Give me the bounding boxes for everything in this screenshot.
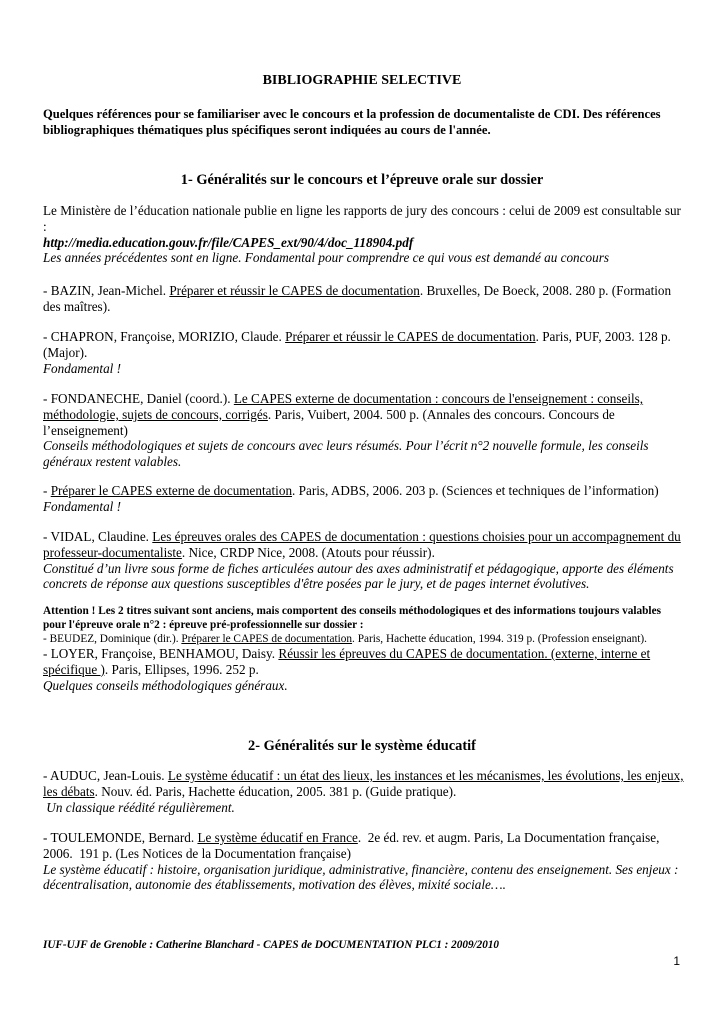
entry-auduc bbox=[43, 768, 685, 815]
entry-details: . Paris, Hachette éducation, 1994. 319 p. (Profession enseignant). bbox=[352, 633, 647, 645]
entry-fondaneche bbox=[43, 391, 685, 470]
intro-paragraph: Quelques références pour se familiariser avec le concours et la profession de documentaliste de CDI. Des références bibliographiques thématiques plus spécifiques seront indiquées au cours de l'année. bbox=[43, 107, 661, 137]
entry-title: Le CAPES externe de documentation : concours de l'enseignement : conseils, méthodologie, sujets de concours, corrigés bbox=[43, 391, 644, 422]
entry-title: Le système éducatif : un état des lieux, les instances et les mécanismes, les évolutions, les enjeux, les débats bbox=[43, 768, 684, 799]
ministere-block bbox=[43, 203, 685, 266]
entry-details: . Nice, CRDP Nice, 2008. (Atouts pour réussir). bbox=[181, 544, 435, 560]
entry-chapron bbox=[43, 329, 685, 376]
entry-details: . Paris, PUF, 2003. 128 p. (Major). bbox=[43, 329, 671, 360]
entry-note: Fondamental ! bbox=[43, 498, 122, 514]
page-number: 1 bbox=[673, 954, 680, 968]
entry-details: . 2e éd. rev. et augm. Paris, La Documentation française, 2006. 191 p. (Les Notices de la Documentation française) bbox=[43, 830, 663, 861]
entry-loyer bbox=[43, 646, 683, 678]
entry-title: Le système éducatif en France bbox=[197, 830, 358, 845]
entry-author: - VIDAL, Claudine. bbox=[43, 529, 153, 544]
entry-title: Réussir les épreuves du CAPES de documentation. (externe, interne et spécifique ) bbox=[43, 646, 651, 677]
attention-note: Quelques conseils méthodologiques généraux. bbox=[43, 677, 288, 693]
entry-adbs bbox=[43, 483, 685, 515]
entry-author: - AUDUC, Jean-Louis. bbox=[43, 768, 168, 783]
entry-vidal bbox=[43, 529, 685, 592]
entry-author: - BAZIN, Jean-Michel. bbox=[43, 283, 170, 298]
entry-note: Fondamental ! bbox=[43, 360, 122, 376]
entry-note: Le système éducatif : histoire, organisation juridique, administrative, financière, contenu des enseignement. Ses enjeux : décentralisation, autonomie des établissements, motivation des élèves, mixité sociale…. bbox=[43, 861, 679, 893]
entry-toulemonde bbox=[43, 830, 685, 893]
rapport-url-link[interactable]: http://media.education.gouv.fr/file/CAPES_ext/90/4/doc_118904.pdf bbox=[43, 234, 414, 250]
entry-bazin bbox=[43, 283, 685, 315]
entry-author: - LOYER, Françoise, BENHAMOU, Daisy. bbox=[43, 646, 279, 661]
entry-details: . Paris, ADBS, 2006. 203 p. (Sciences et techniques de l’information) bbox=[292, 483, 659, 498]
entry-title: Préparer le CAPES externe de documentation bbox=[50, 483, 293, 498]
entry-title: Préparer le CAPES de documentation bbox=[181, 633, 353, 645]
attention-block bbox=[43, 604, 683, 693]
entry-author: - FONDANECHE, Daniel (coord.). bbox=[43, 391, 234, 406]
ministere-note: Les années précédentes sont en ligne. Fondamental pour comprendre ce qui vous est demandé au concours bbox=[43, 250, 609, 266]
entry-details: . Bruxelles, De Boeck, 2008. 280 p. (Formation des maîtres). bbox=[43, 283, 672, 314]
entry-note: Conseils méthodologiques et sujets de concours avec leurs résumés. Pour l’écrit n°2 nouvelle formule, les conseils généraux restent valables. bbox=[43, 438, 649, 470]
entry-author: - CHAPRON, Françoise, MORIZIO, Claude. bbox=[43, 329, 286, 344]
entry-title: Les épreuves orales des CAPES de documentation : questions choisies pour un accompagnement du professeur-documentaliste bbox=[43, 529, 681, 560]
entry-note: Un classique réédité régulièrement. bbox=[43, 799, 235, 815]
entry-title: Préparer et réussir le CAPES de documentation bbox=[169, 283, 420, 298]
section-1-heading: 1- Généralités sur le concours et l’épreuve orale sur dossier bbox=[180, 172, 544, 188]
entry-note: Constitué d’un livre sous forme de fiches articulées autour des axes administratif et pédagogique, apporte des éléments concrets de réponse aux questions susceptibles d'être posées par le jury, et de pages internet évolutives. bbox=[43, 560, 674, 592]
entry-author: - BEUDEZ, Dominique (dir.). bbox=[43, 633, 182, 645]
entry-details: . Nouv. éd. Paris, Hachette éducation, 2005. 381 p. (Guide pratique). bbox=[94, 783, 457, 799]
entry-beudez bbox=[43, 632, 683, 646]
entry-details: . Paris, Ellipses, 1996. 252 p. bbox=[104, 661, 259, 677]
entry-title: Préparer et réussir le CAPES de documentation bbox=[285, 329, 536, 344]
entry-details: . Paris, Vuibert, 2004. 500 p. (Annales des concours. Concours de l’enseignement) bbox=[43, 406, 615, 438]
page-title: BIBLIOGRAPHIE SELECTIVE bbox=[262, 73, 462, 88]
section-2-heading: 2- Généralités sur le système éducatif bbox=[248, 738, 476, 754]
ministere-text: Le Ministère de l’éducation nationale publie en ligne les rapports de jury des concours : celui de 2009 est consultable sur : bbox=[43, 203, 681, 234]
attention-heading: Attention ! Les 2 titres suivant sont anciens, mais comportent des conseils méthodologiques et des informations toujours valables pour l'épreuve orale n°2 : épreuve pré-professionnelle sur dossier : bbox=[43, 605, 661, 631]
page-footer: IUF-UJF de Grenoble : Catherine Blanchard - CAPES de DOCUMENTATION PLC1 : 2009/2010 bbox=[43, 939, 500, 951]
entry-author: - bbox=[43, 483, 51, 498]
entry-author: - TOULEMONDE, Bernard. bbox=[43, 830, 198, 845]
